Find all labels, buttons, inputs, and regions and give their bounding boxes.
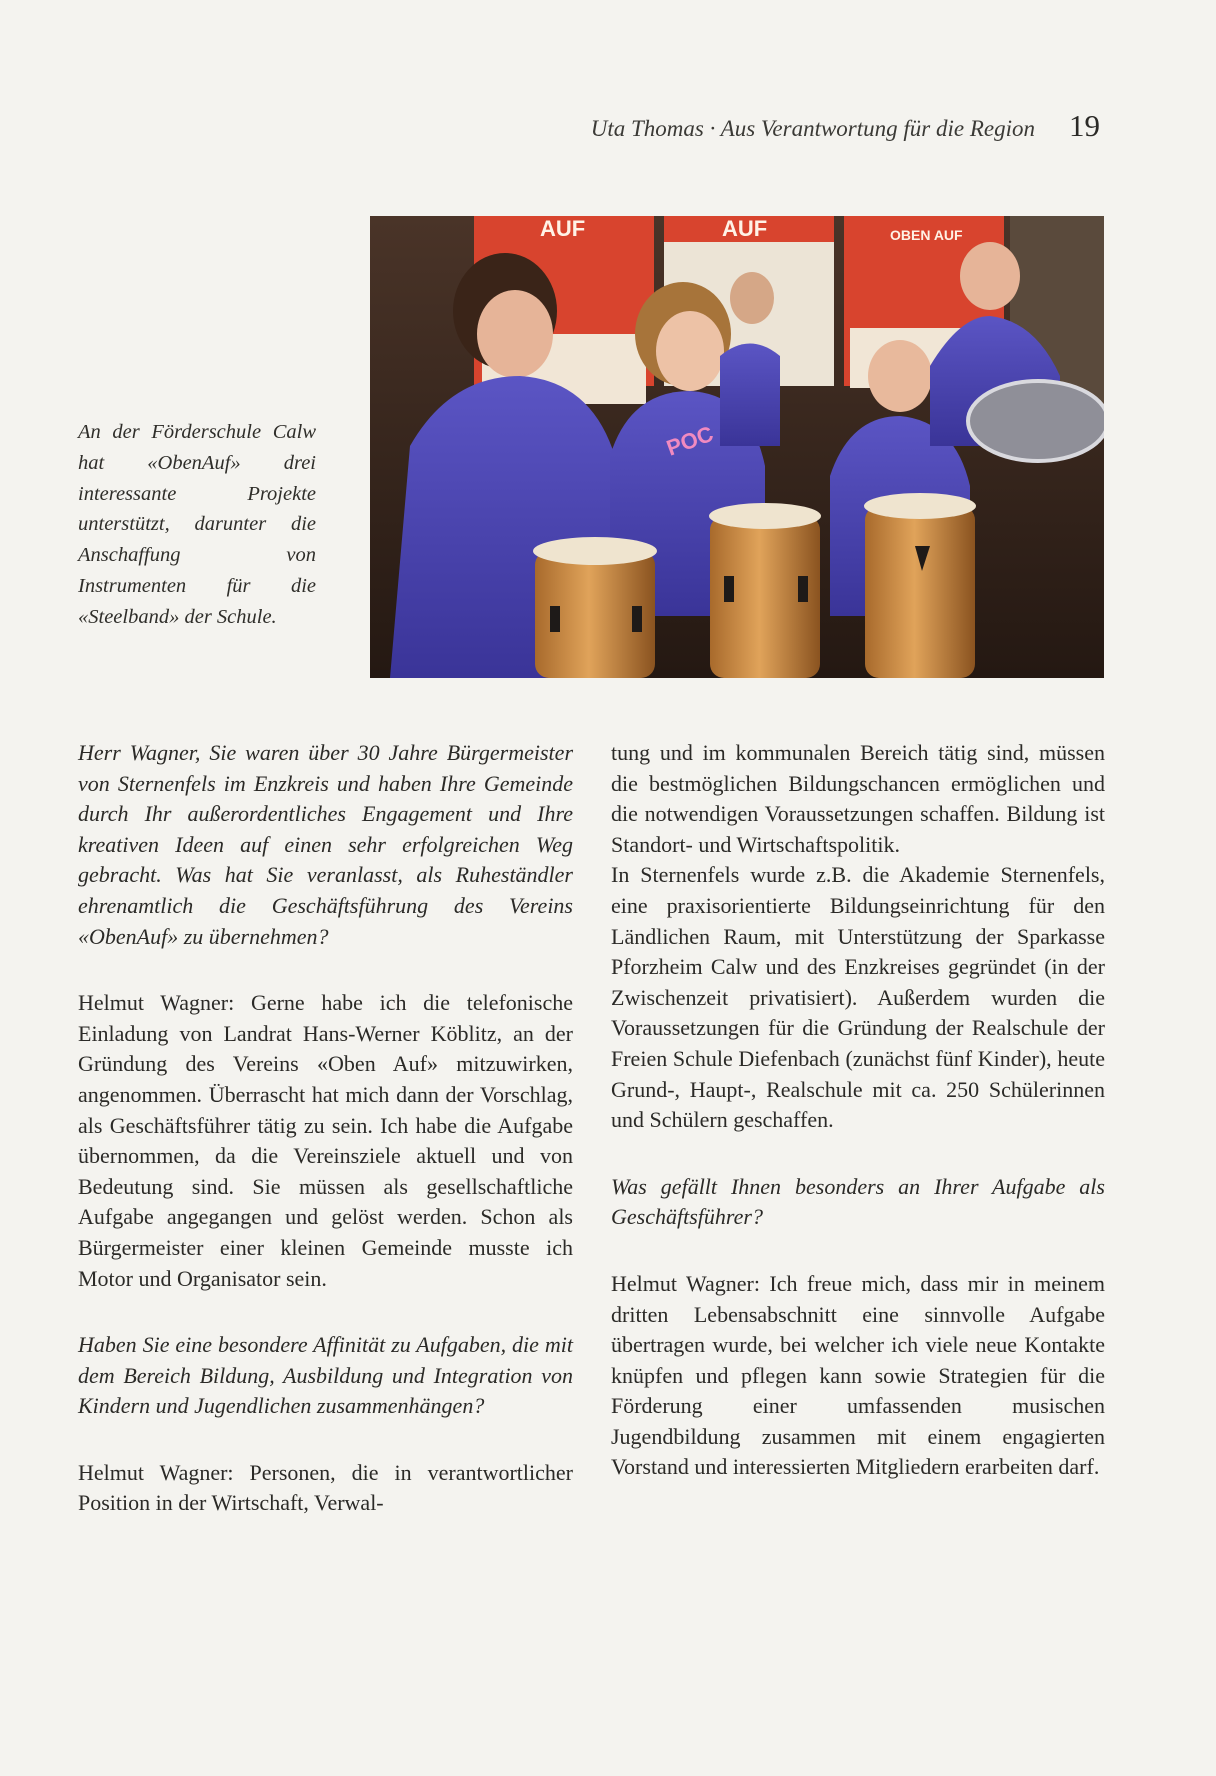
interview-question-3: Was gefällt Ihnen besonders an Ihrer Aufgabe als Geschäftsführer?	[611, 1173, 1105, 1230]
photo-drumming-children	[370, 216, 1104, 678]
interview-answer-1: Helmut Wagner: Gerne habe ich die telefonische Einladung von Landrat Hans-Werner Köblitz, an der Gründung des Vereins «Oben Auf» mitzuwirken, angenommen. Überrascht hat mich dann der Vorschlag, als Geschäftsführer tätig zu sein. Ich habe die Aufgabe übernommen, da die Vereinsziele aktuell und von Bedeutung sind. Sie müssen als gesellschaftliche Aufgabe angegangen und gelöst werden. Schon als Bürgermeister einer kleinen Gemeinde musste ich Motor und Organisator sein.	[78, 990, 573, 1291]
interview-question-2: Haben Sie eine besondere Affinität zu Aufgaben, die mit dem Bereich Bildung, Ausbildung und Integration von Kindern und Jugendlichen zusammenhängen?	[78, 1332, 573, 1419]
interview-answer-2-start: Helmut Wagner: Personen, die in verantwortlicher Position in der Wirtschaft, Verwal-	[78, 1459, 573, 1516]
shirt-label: POC	[663, 420, 717, 461]
running-head	[460, 108, 1100, 148]
right-column	[611, 738, 1105, 1483]
page-number: 19	[1069, 108, 1100, 143]
poster-label-2: AUF	[722, 216, 768, 241]
poster-label-1: AUF	[540, 216, 586, 241]
running-title: Uta Thomas · Aus Verantwortung für die Region	[590, 116, 1035, 141]
poster-label-3: OBEN AUF	[890, 227, 963, 243]
interview-answer-2-continued: In Sternenfels wurde z.B. die Akademie Sternenfels, eine praxisorientierte Bildungseinrichtung für den Ländlichen Raum, mit Unterstützung der Sparkasse Pforzheim Calw und des Enzkreises gegründet (in der Zwischenzeit privatisiert). Außerdem wurden die Voraussetzungen für die Gründung der Realschule der Freien Schule Diefenbach (zunächst fünf Kinder), heute Grund-, Haupt-, Realschule mit ca. 250 Schülerinnen und Schülern geschaffen.	[611, 862, 1105, 1133]
interview-answer-2-end: tung und im kommunalen Bereich tätig sind, müssen die bestmöglichen Bildungschancen ermöglichen und die notwendigen Voraussetzungen schaffen. Bildung ist Standort- und Wirtschaftspolitik.	[611, 740, 1105, 857]
left-column	[78, 738, 573, 1519]
interview-question-1: Herr Wagner, Sie waren über 30 Jahre Bürgermeister von Sternenfels im Enzkreis und haben Ihre Gemeinde durch Ihr außerordentliches Engagement und Ihre kreativen Ideen auf einen sehr erfolgreichen Weg gebracht. Was hat Sie veranlasst, als Ruheständler ehrenamtlich die Geschäftsführung des Vereins «ObenAuf» zu übernehmen?	[78, 740, 573, 949]
photo-caption: An der Förderschule Calw hat «ObenAuf» drei interessante Projekte unterstützt, darunter die Anschaffung von Instrumenten für die «Steelband» der Schule.	[78, 421, 316, 628]
interview-answer-3: Helmut Wagner: Ich freue mich, dass mir in meinem dritten Lebensabschnitt eine sinnvolle Aufgabe übertragen wurde, bei welcher ich viele neue Kontakte knüpfen und pflegen kann sowie Strategien für die Förderung einer umfassenden musischen Jugendbildung zusammen mit einem engagierten Vorstand und interessierten Mitgliedern erarbeiten darf.	[611, 1270, 1105, 1480]
